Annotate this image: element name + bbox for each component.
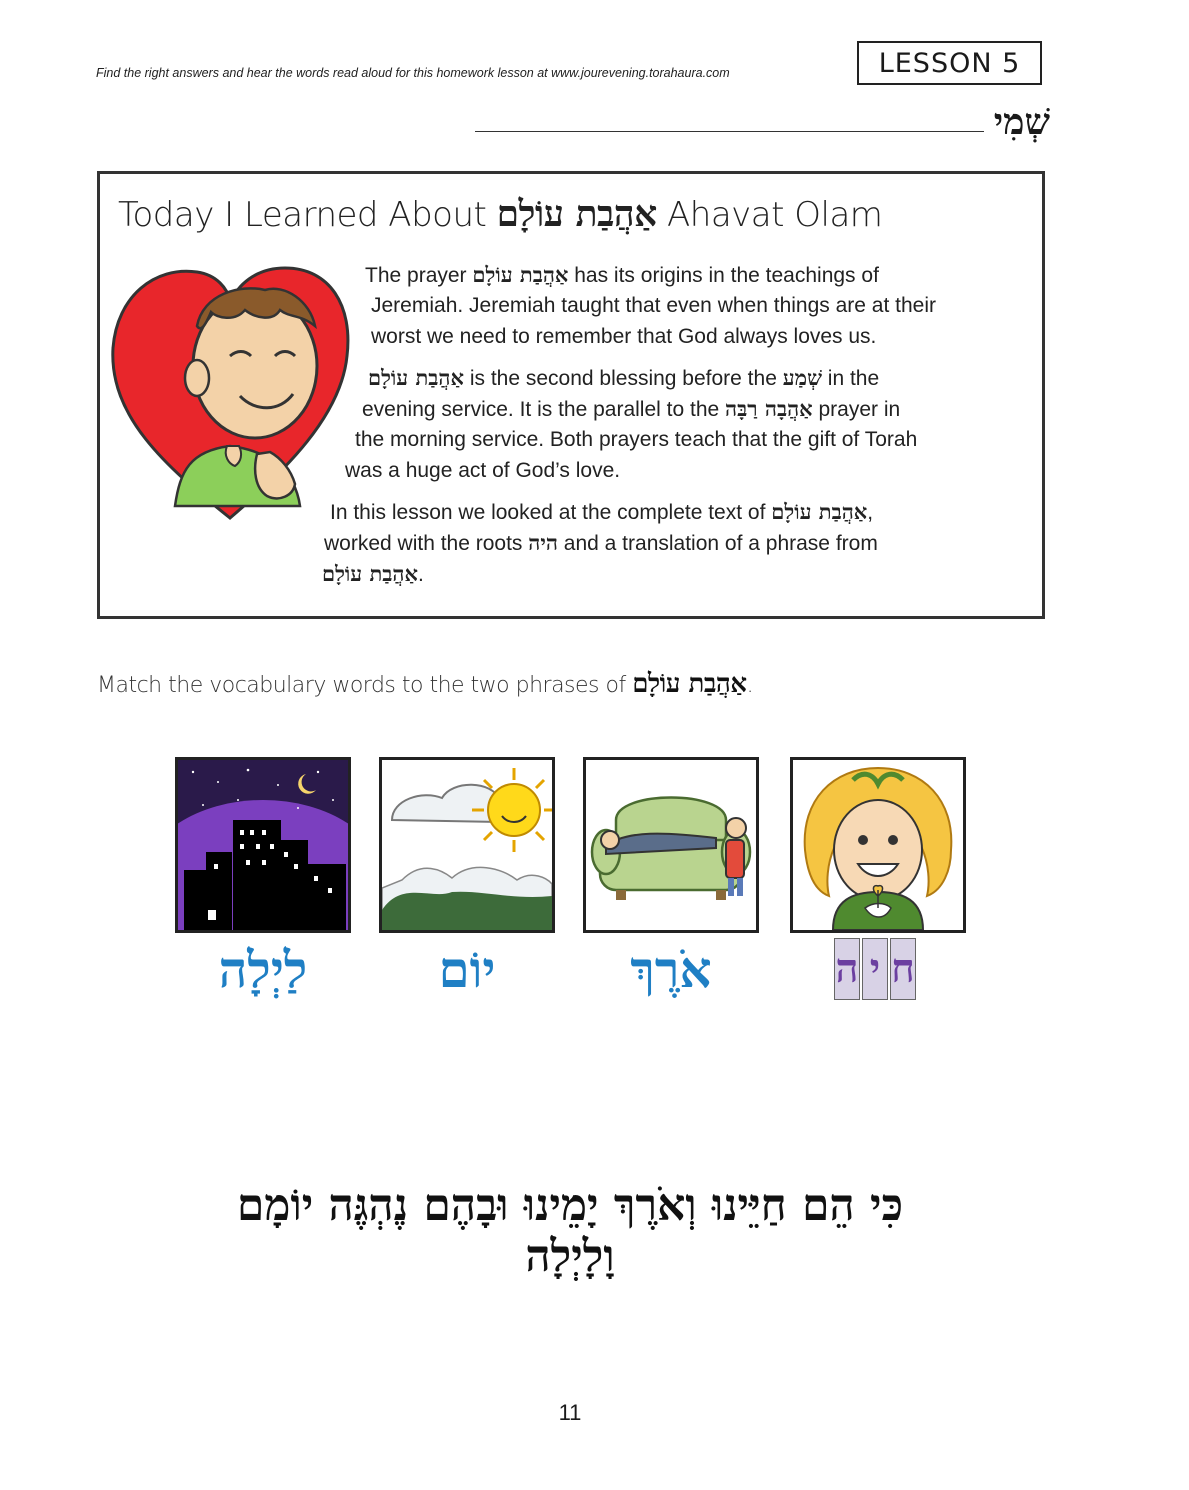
para1-text-b: has its origins in the teachings of — [574, 264, 879, 287]
day-sun-illustration — [382, 760, 552, 930]
card-life[interactable] — [790, 757, 966, 933]
para3-comma: , — [867, 501, 874, 524]
hebrew-phrase: כִּי הֵם חַיֵּינוּ וְאֹרֶךְ יָמֵינוּ וּבָהֶם נֶהְגֶּה יוֹמָם וָלָיְלָה — [236, 1180, 904, 1282]
match-instruction — [97, 669, 753, 699]
root-letters-boxes — [834, 938, 916, 1000]
learned-title-suffix: Ahavat Olam — [667, 195, 883, 235]
para2-line4: was a huge act of God’s love. — [345, 459, 621, 482]
match-instruction-text: Match the vocabulary words to the two phrases of — [97, 673, 626, 698]
root-letter-chet: ח — [890, 938, 916, 1000]
vocab-orech: אֹרֶךְ — [630, 940, 712, 999]
para3-line1 — [330, 496, 873, 528]
para1-line3: worst we need to remember that God always loves us. — [371, 325, 877, 348]
para2-hebrew-shema: שְׁמַע — [782, 365, 822, 390]
para3-hebrew: אַהֲבַת עוֹלָם — [771, 499, 868, 524]
para1-text-a: The prayer — [365, 264, 467, 287]
para2-text-a: is the second blessing before the — [469, 367, 777, 390]
girl-illustration — [793, 760, 963, 930]
para3-hebrew-root: היה — [528, 530, 558, 555]
lesson-label: LESSON 5 — [878, 47, 1021, 79]
page-number: 11 — [558, 1400, 582, 1425]
vocab-yom: יוֹם — [438, 940, 496, 999]
card-day[interactable] — [379, 757, 555, 933]
para1-line1 — [365, 259, 879, 291]
card-night[interactable] — [175, 757, 351, 933]
para3-line2-a: worked with the roots — [324, 532, 523, 555]
para3-text-a: In this lesson we looked at the complete text of — [330, 501, 766, 524]
match-instruction-hebrew: אַהֲבַת עוֹלָם — [632, 669, 747, 699]
child-figure — [726, 840, 744, 878]
para3-line3-hebrew: אַהֲבַת עוֹלָם — [322, 561, 418, 586]
learned-title-prefix: Today I Learned About — [118, 195, 487, 235]
para3-line2-b: and a translation of a phrase from — [563, 532, 878, 555]
card-length[interactable] — [583, 757, 759, 933]
sofa-illustration — [586, 760, 756, 930]
para2-line2-a: evening service. It is the parallel to the — [362, 398, 720, 421]
lesson-number-box — [857, 41, 1042, 85]
para1-line2: Jeremiah. Jeremiah taught that even when things are at their — [371, 294, 936, 317]
para3-line2 — [324, 527, 878, 559]
para3-line3 — [322, 558, 424, 590]
para3-period: . — [418, 563, 424, 586]
para2-hebrew-ahavah-rabbah: אַהֲבָה רַבָּה — [725, 396, 813, 421]
header-instruction-note: Find the right answers and hear the words read aloud for this homework lesson at www.jourevening.torahaura.com — [96, 66, 730, 80]
vocab-laylah: לַיְלָה — [218, 940, 308, 999]
para2-line1 — [368, 362, 879, 394]
para2-hebrew-ahavat-olam: אַהֲבַת עוֹלָם — [368, 365, 464, 390]
girl-face — [834, 800, 922, 900]
root-letter-yod: י — [862, 938, 888, 1000]
root-letter-he: ה — [834, 938, 860, 1000]
para2-text-b: in the — [827, 367, 880, 390]
name-underline[interactable] — [475, 131, 984, 132]
sun-icon — [488, 784, 540, 836]
night-city-illustration — [178, 760, 348, 930]
name-label-hebrew: שְׁמִי — [993, 101, 1050, 143]
match-instruction-period: . — [746, 673, 754, 698]
para1-hebrew: אַהֲבַת עוֹלָם — [472, 262, 569, 287]
para2-line2-b: prayer in — [818, 398, 901, 421]
name-field[interactable] — [475, 94, 1050, 143]
para2-line2 — [362, 393, 900, 425]
heart-boy-illustration — [105, 256, 355, 526]
para2-line3: the morning service. Both prayers teach that the gift of Torah — [355, 428, 918, 451]
boy-ear — [185, 360, 209, 396]
learned-title — [118, 193, 882, 235]
learned-title-hebrew: אַהֲבַת עוֹלָם — [496, 193, 657, 235]
